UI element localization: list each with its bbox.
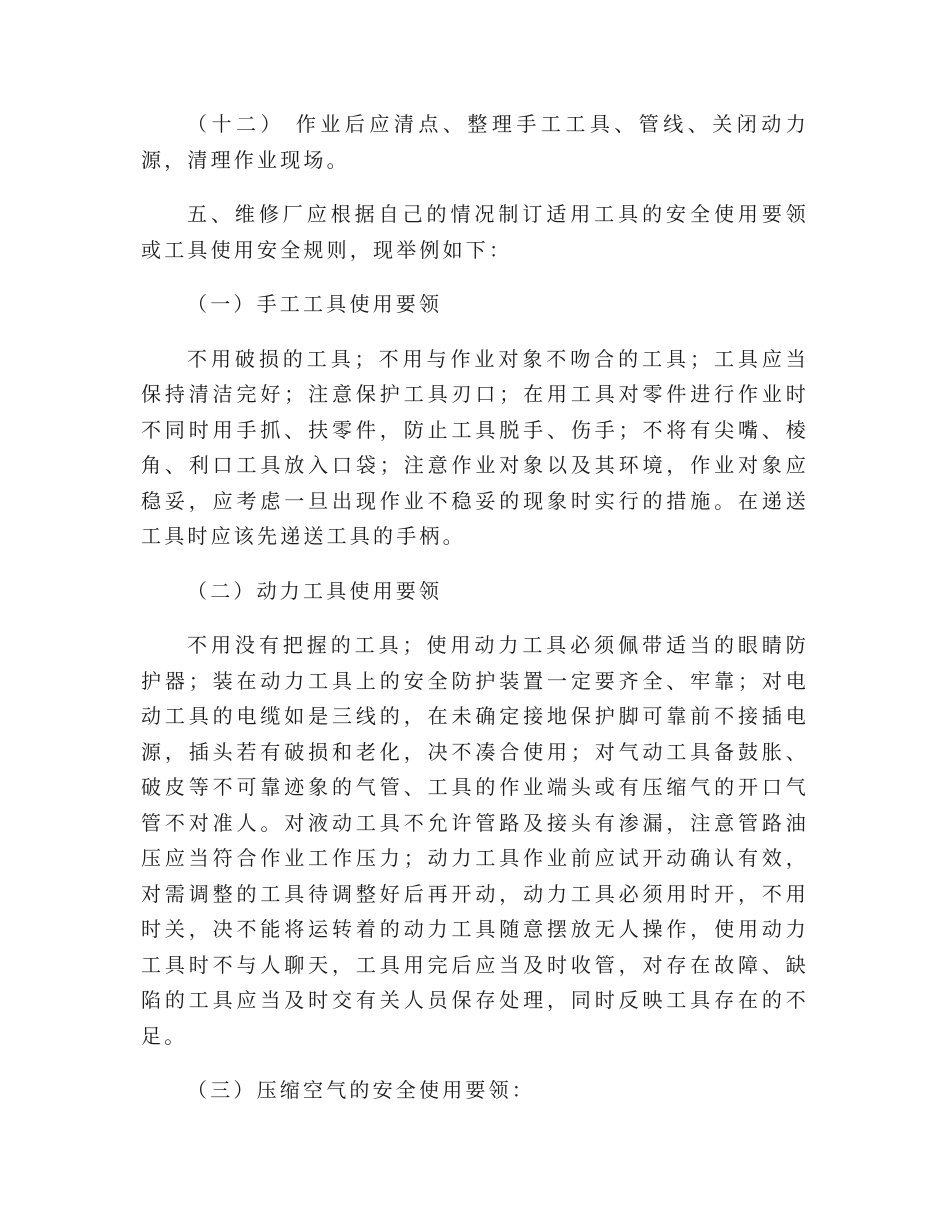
document-body — [141, 107, 809, 1128]
heading-compressed-air: （三）压缩空气的安全使用要领： — [187, 1078, 535, 1102]
heading-power-tools: （二）动力工具使用要领 — [187, 578, 443, 603]
paragraph-power-tools: 不用没有把握的工具；使用动力工具必须佩带适当的眼睛防护器；装在动力工具上的安全防护装置一定要齐全、牢靠；对电动工具的电缆如是三线的，在未确定接地保护脚可靠前不接插电源，插头若有破损和老化，决不凑合使用；对气动工具备鼓胀、破皮等不可靠迹象的气管、工具的作业端头或有压缩气的开口气管不对准人。对液动工具不允许管路及接头有渗漏，注意管路油压应当符合作业工作压力；动力工具作业前应试开动确认有效，对需调整的工具待调整好后再开动，动力工具必须用时开，不用时关，决不能将运转着的动力工具随意摆放无人操作，使用动力工具时不与人聊天，工具用完后应当及时收管，对存在故障、缺陷的工具应当及时交有关人员保存处理，同时反映工具存在的不足。 — [141, 633, 809, 1048]
paragraph-hand-tools: 不用破损的工具；不用与作业对象不吻合的工具；工具应当保持清洁完好；注意保护工具刃口；在用工具对零件进行作业时不同时用手抓、扶零件，防止工具脱手、伤手；不将有尖嘴、棱角、利口工具放入口袋；注意作业对象以及其环境，作业对象应稳妥，应考虑一旦出现作业不稳妥的现象时实行的措施。在递送工具时应该先递送工具的手柄。 — [141, 346, 809, 548]
paragraph-section-5: 五、维修厂应根据自己的情况制订适用工具的安全使用要领或工具使用安全规则，现举例如下： — [141, 202, 809, 262]
paragraph-item-12: （十二） 作业后应清点、整理手工工具、管线、关闭动力源，清理作业现场。 — [141, 112, 809, 172]
heading-hand-tools: （一）手工工具使用要领 — [187, 292, 443, 316]
